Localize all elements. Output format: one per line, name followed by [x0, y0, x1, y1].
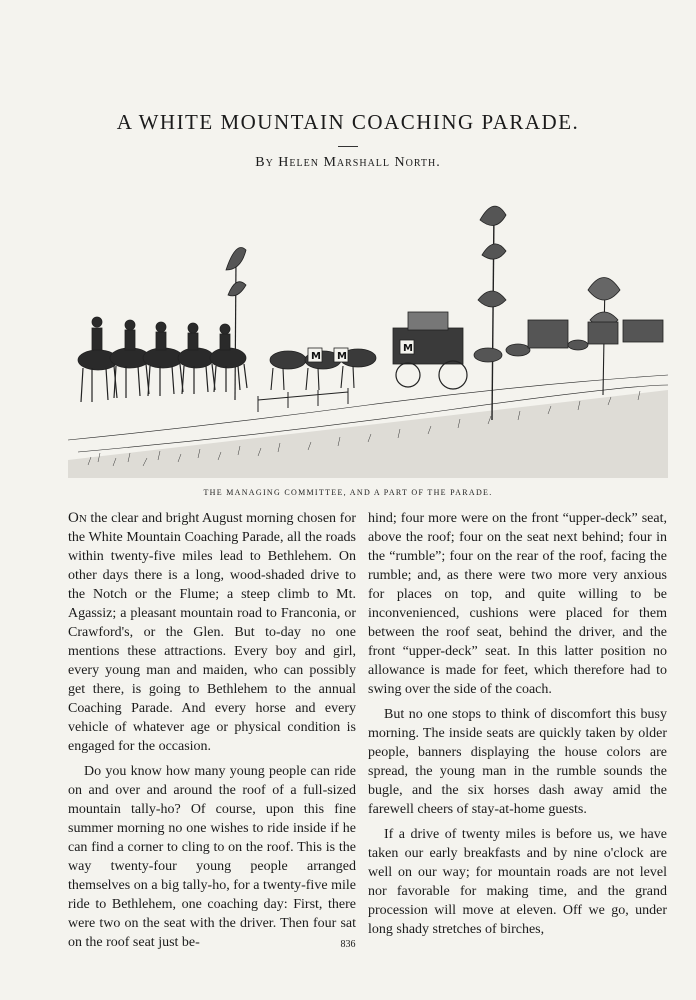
drop-cap: On — [68, 510, 87, 526]
parade-illustration — [68, 200, 668, 478]
title-rule — [338, 146, 358, 147]
banner-letter: M — [311, 351, 321, 362]
illustration-caption: THE MANAGING COMMITTEE, AND A PART OF THE PARADE. — [203, 488, 493, 497]
article-title: A WHITE MOUNTAIN COACHING PARADE. — [116, 110, 580, 134]
byline: By Helen Marshall North. — [255, 155, 441, 170]
paragraph-text: the clear and bright August morning chosen for the White Mountain Coaching Parade, all the roads within twenty-five miles lead to Bethlehem. On other days there is a long, wood-shaded drive to the Notch or the Flume; a steep climb to Mt. Agassiz; a pleasant mountain road to Franconia, or Crawford's, or the Glen. But to-day no one mentions these attractions. Every boy and girl, every young man and maiden, who can possibly get there, is going to Bethlehem to the annual Coaching Parade. And every horse and every vehicle of whatever age or physical condition is engaged for the occasion. — [68, 511, 356, 754]
paragraph: If a drive of twenty miles is before us, we have taken our early breakfasts and by nine o'clock are well on our way; for mountain roads are not level nor favorable for making time, and the grand procession will move at eleven. Off we go, under long shady stretches of birches, — [368, 827, 667, 937]
page-number: 836 — [340, 939, 356, 950]
paragraph: But no one stops to think of discomfort this busy morning. The inside seats are quickly taken by older people, banners displaying the house colors are spread, the young man in the rumble sounds the bugle, and the six horses dash away amid the farewell cheers of stay-at-home guests. — [368, 707, 667, 817]
paragraph: hind; four more were on the front “upper-deck” seat, above the roof; four on the seat next behind; four in the “rumble”; four on the rear of the roof, facing the rumble; and, as there were two more very anxious for places on top, and quite willing to be inconvenienced, cushions were placed for them between the roof seat, behind the driver, and the front “upper-deck” seat. In this latter position no allowance is made for feet, which therefore had to swing over the side of the coach. — [368, 511, 667, 697]
paragraph: Do you know how many young people can ride on and over and around the roof of a full-sized mountain tally-ho? Of course, upon this fine summer morning no one wishes to ride inside if he can find a corner to cling to on the roof. This is the way twenty-four young people arranged themselves on a big tally-ho, for a twenty-five mile ride to Bethlehem, one coaching day: First, there were two on the seat with the driver. Then four sat on the roof seat just be- — [68, 764, 356, 950]
text-column-right — [368, 509, 667, 945]
paragraph — [68, 509, 356, 756]
banner-letter: M — [403, 343, 413, 354]
banner-letter: M — [337, 351, 347, 362]
text-column-left — [68, 509, 356, 958]
